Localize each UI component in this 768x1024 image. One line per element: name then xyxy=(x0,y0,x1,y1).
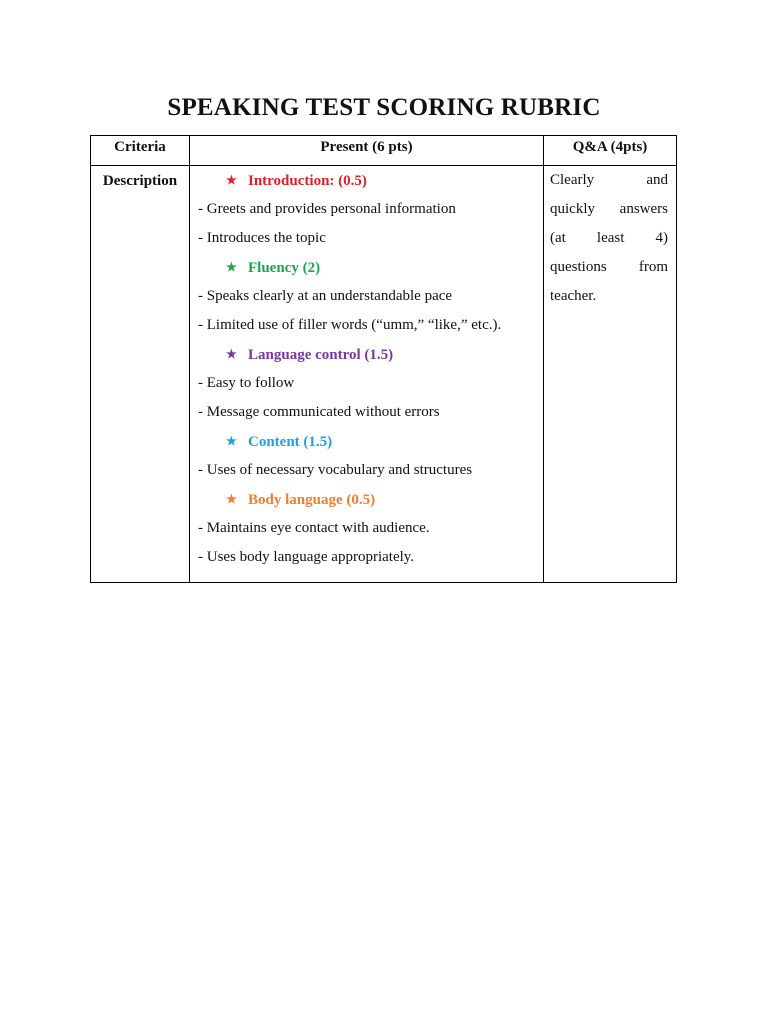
section-heading xyxy=(198,427,535,456)
star-bullet-icon: ★ xyxy=(226,492,237,506)
header-qa: Q&A (4pts) xyxy=(544,136,677,166)
section-heading-text: Introduction: (0.5) xyxy=(248,173,367,189)
criterion-item: - Easy to follow xyxy=(198,375,295,391)
section-heading xyxy=(198,485,535,514)
qa-word: Clearly xyxy=(550,172,595,188)
qa-description-line xyxy=(550,224,668,253)
qa-word: (at xyxy=(550,230,566,246)
section-heading xyxy=(198,340,535,369)
present-criteria-cell xyxy=(190,166,544,583)
section-heading-text: Body language (0.5) xyxy=(248,492,376,508)
qa-word: teacher. xyxy=(550,288,597,304)
criterion-item: - Uses of necessary vocabulary and structures xyxy=(198,462,473,478)
document-title: SPEAKING TEST SCORING RUBRIC xyxy=(167,94,601,121)
qa-word: questions xyxy=(550,259,607,275)
criterion-item: - Uses body language appropriately. xyxy=(198,549,415,565)
header-present: Present (6 pts) xyxy=(190,136,544,166)
criterion-item: - Message communicated without errors xyxy=(198,404,440,420)
star-bullet-icon: ★ xyxy=(226,347,237,361)
section-heading-text: Fluency (2) xyxy=(248,260,321,276)
section-heading-text: Content (1.5) xyxy=(248,434,333,450)
qa-word: from xyxy=(638,259,668,275)
qa-word: quickly xyxy=(550,201,595,217)
criterion-item: - Greets and provides personal information xyxy=(198,201,456,217)
section-heading xyxy=(198,253,535,282)
rubric-table xyxy=(90,135,677,583)
qa-word: answers xyxy=(619,201,668,217)
header-row xyxy=(91,136,677,166)
star-bullet-icon: ★ xyxy=(226,173,237,187)
qa-word: 4) xyxy=(655,230,668,246)
criterion-item: - Limited use of filler words (“umm,” “like,” etc.). xyxy=(198,317,502,333)
section-heading xyxy=(198,166,535,195)
qa-description-line xyxy=(550,282,668,311)
criterion-item: - Introduces the topic xyxy=(198,230,326,246)
qa-description-line xyxy=(550,166,668,195)
header-criteria: Criteria xyxy=(91,136,190,166)
row-label-description: Description xyxy=(91,166,190,583)
criterion-item: - Speaks clearly at an understandable pace xyxy=(198,288,453,304)
qa-word: least xyxy=(596,230,625,246)
description-row xyxy=(91,166,677,583)
qa-description-cell xyxy=(544,166,677,583)
qa-word: and xyxy=(646,172,668,188)
criterion-item: - Maintains eye contact with audience. xyxy=(198,520,430,536)
star-bullet-icon: ★ xyxy=(226,260,237,274)
qa-description-line xyxy=(550,253,668,282)
star-bullet-icon: ★ xyxy=(226,434,237,448)
section-heading-text: Language control (1.5) xyxy=(248,347,394,363)
qa-description-line xyxy=(550,195,668,224)
